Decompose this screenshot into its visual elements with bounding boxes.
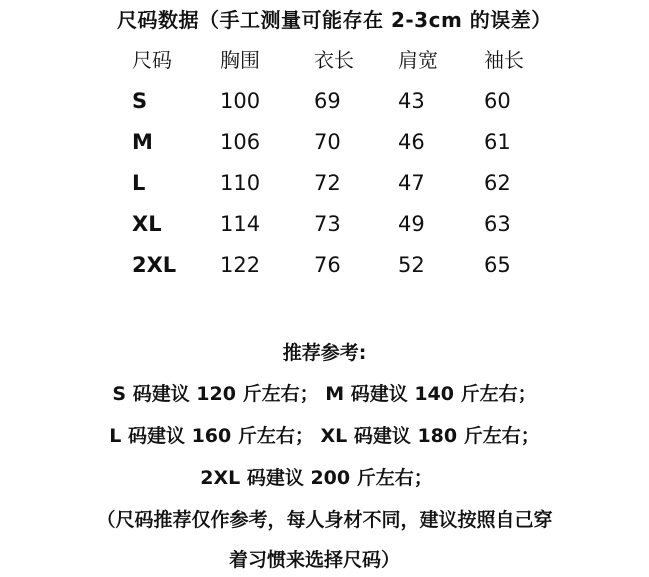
chest-cell: 122	[220, 253, 261, 277]
size-cell: M	[132, 130, 153, 154]
table-row	[0, 124, 649, 165]
sleeve-cell: 61	[484, 130, 511, 154]
recommendation-line: S 码建议 120 斤左右； M 码建议 140 斤左右；	[112, 383, 537, 405]
shoulder-cell: 47	[398, 171, 425, 195]
header-chest: 胸围	[220, 48, 260, 72]
length-cell: 69	[314, 89, 341, 113]
table-header-row	[0, 42, 649, 83]
chest-cell: 110	[220, 171, 261, 195]
table-row	[0, 83, 649, 124]
shoulder-cell: 52	[398, 253, 425, 277]
chest-cell: 106	[220, 130, 261, 154]
recommendation-note: 着习惯来选择尺码）	[228, 549, 400, 571]
sleeve-cell: 65	[484, 253, 511, 277]
length-cell: 72	[314, 171, 341, 195]
shoulder-cell: 49	[398, 212, 425, 236]
size-table	[0, 42, 649, 288]
size-cell: L	[132, 171, 146, 195]
table-row	[0, 165, 649, 206]
recommendation-title: 推荐参考:	[282, 342, 367, 364]
header-shoulder: 肩宽	[398, 48, 438, 72]
size-cell: 2XL	[132, 253, 177, 277]
sleeve-cell: 62	[484, 171, 511, 195]
recommendation-line: 2XL 码建议 200 斤左右；	[200, 467, 433, 489]
shoulder-cell: 46	[398, 130, 425, 154]
length-cell: 76	[314, 253, 341, 277]
chest-cell: 114	[220, 212, 261, 236]
size-cell: S	[132, 89, 148, 113]
recommendation-line: L 码建议 160 斤左右； XL 码建议 180 斤左右；	[109, 425, 540, 447]
header-length: 衣长	[314, 48, 354, 72]
header-size: 尺码	[132, 48, 172, 72]
size-chart-title: 尺码数据（手工测量可能存在 2-3cm 的误差）	[117, 8, 552, 32]
chest-cell: 100	[220, 89, 261, 113]
header-sleeve: 袖长	[484, 48, 524, 72]
size-cell: XL	[132, 212, 162, 236]
sleeve-cell: 63	[484, 212, 511, 236]
length-cell: 73	[314, 212, 341, 236]
table-row	[0, 206, 649, 247]
shoulder-cell: 43	[398, 89, 425, 113]
length-cell: 70	[314, 130, 341, 154]
table-row	[0, 247, 649, 288]
recommendation-note: （尺码推荐仅作参考，每人身材不同，建议按照自己穿	[96, 509, 553, 531]
sleeve-cell: 60	[484, 89, 511, 113]
